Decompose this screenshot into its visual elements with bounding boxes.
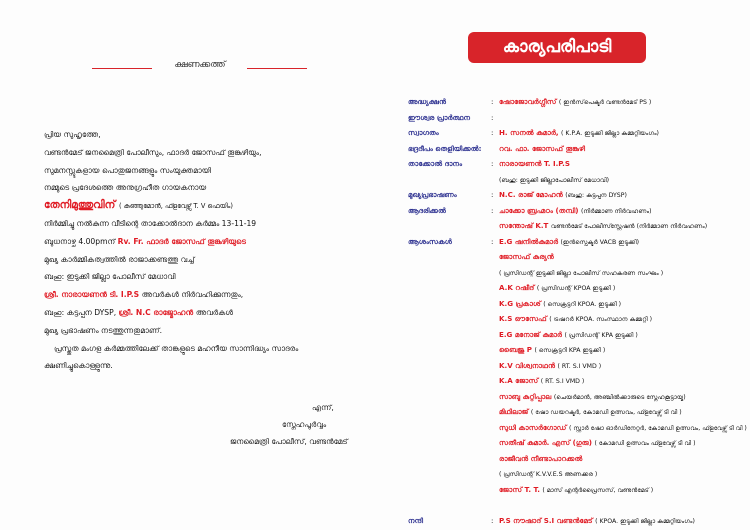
programme-row [408, 94, 748, 110]
programme-row [408, 358, 748, 374]
programme-value [499, 296, 749, 313]
participant-name: റവ. ഫാ. ജോസഫ് തൂങ്കുഴി [499, 143, 586, 153]
programme-row [408, 466, 748, 482]
invitation-text: മുഖ്യ പ്രഭാഷണം നടത്തുന്നതുമാണ്. [44, 325, 162, 335]
invitation-text: ശ്രീ. N.C രാജ്മോഹൻ [118, 307, 196, 317]
programme-value [499, 435, 749, 452]
programme-value [499, 513, 749, 530]
programme-row [408, 125, 748, 141]
programme-title: കാര്യപരിപാടി [468, 32, 646, 63]
invitation-line [44, 162, 374, 180]
programme-colon: : [491, 112, 494, 122]
signature-block [230, 399, 370, 450]
programme-row [408, 389, 748, 405]
programme-row [408, 156, 748, 172]
programme-label: താക്കോൽ ദാനം [408, 159, 463, 168]
participant-note: ( പ്രസിഡന്റ് KPA ഇടുക്കി ) [564, 331, 638, 339]
programme-row [408, 513, 748, 529]
invitation-line [44, 304, 374, 322]
programme-value [499, 311, 749, 328]
invitation-text: പ്രിയ സുഹൃത്തേ, [44, 130, 101, 139]
programme-value [499, 218, 749, 235]
programme-value [499, 389, 749, 406]
programme-value [499, 234, 749, 251]
programme-row [408, 296, 748, 312]
participant-note: ( സെക്രട്ടറി KPA ഇടുക്കി ) [534, 347, 606, 354]
programme-value [499, 482, 749, 499]
programme-colon: : [491, 205, 494, 215]
programme-colon: : [491, 159, 494, 168]
invitation-text: ബുധനാഴ്ച 4.00pmന് [44, 236, 118, 246]
programme-value [499, 187, 749, 204]
participant-name: നാരായണൻ T. I.P.S [499, 159, 570, 168]
participant-name: K.S ഔസേഫ് [499, 314, 550, 323]
programme-row [408, 110, 748, 126]
participant-name: K.V വിശ്വനാഥൻ [499, 360, 558, 370]
invitation-line [44, 286, 374, 304]
participant-name: സതീഷ് കുമാർ. എസ് (ഗുരു) [499, 438, 595, 447]
invitation-text: അവർകൾ നിർവഹിക്കുന്നതും, [141, 290, 244, 300]
programme-row [408, 280, 748, 296]
participant-note: ( സെക്രട്ടറി KPOA. ഇടുക്കി ) [543, 300, 622, 308]
programme-value [499, 420, 749, 437]
heading-text: ക്ഷണക്കത്ത് [174, 60, 226, 70]
programme-row [408, 249, 748, 265]
programme-label: ആദരിക്കൽ [408, 205, 446, 215]
participant-name: ബൈജു P [499, 345, 535, 354]
programme-value [499, 125, 749, 142]
participant-note: വണ്ടൻമേട് പോലീസ്സ്റ്റേഷൻ (നിർമ്മാണ നിർവഹണം) [550, 223, 708, 230]
programme-value [499, 451, 749, 467]
programme-value [499, 265, 749, 282]
programme-label: ഭദ്രദീപം തെളിയിക്കൽ: [408, 143, 482, 153]
participant-note: (ബഹു: കട്ടപ്പന DYSP) [565, 192, 627, 199]
participant-note: ( ട്രഷറർ KPOA. സംസ്ഥാന കമ്മറ്റി ) [549, 316, 653, 323]
invitation-text: ( കുഞ്ഞുമോൻ, ഫ്ളവേഴ്സ് T. V ഫെയിം) [119, 202, 233, 211]
participant-name: ഷോജോവർഗ്ഗീസ് [499, 97, 559, 106]
programme-row [408, 187, 748, 203]
participant-name: സുധി കാസർഗോഡ് [499, 422, 569, 432]
invitation-text: മുഖ്യ കാർമ്മികത്വത്തിൽ രാജാക്കണ്ടത്തു വച്ച് [44, 254, 195, 264]
participant-name: A.K റഷീദ് [499, 283, 537, 292]
programme-value [499, 404, 749, 421]
participant-note: (ചെയർമാൻ, അഞ്ചിൽക്കാരുടെ സ്നേഹകൂട്ടായ്മ) [553, 393, 686, 401]
programme-row [408, 327, 748, 343]
programme-row [408, 172, 748, 188]
programme-label: നന്ദി [408, 515, 423, 525]
invitation-line [44, 126, 374, 144]
programme-row [408, 203, 748, 219]
participant-note: ( K.P.A. ഇടുക്കി ജില്ലാ കമ്മറ്റിയംഗം) [561, 130, 659, 137]
invitation-text: ബഹു: ഇടുക്കി ജില്ലാ പോലീസ് മേധാവി [44, 272, 176, 282]
programme-value [499, 358, 749, 375]
invitation-text: നിർമ്മിച്ചു നൽകുന്ന വീടിന്റെ താക്കോൽദാന കർമ്മം 13-11-19 [44, 218, 257, 228]
participant-note: ( KPOA. ഇടുക്കി ജില്ലാ കമ്മറ്റിയംഗം) [595, 517, 695, 525]
invitation-text: പ്രസ്തുത മംഗള കർമ്മത്തിലേക്ക് താങ്കളുടെ മഹനീയ സാന്നിദ്ധ്യം സാദരം [54, 343, 299, 353]
programme-row [408, 265, 748, 281]
programme-row [408, 342, 748, 358]
programme-colon: : [491, 128, 494, 137]
participant-note: ( RT. S.I VMD ) [557, 362, 602, 370]
participant-note: ( ഇൻസ്‌പെക്ടർ വണ്ടൻമേട് PS ) [558, 99, 652, 106]
participant-name: K.A ജോസ് [499, 376, 541, 385]
programme-value [499, 172, 749, 189]
invitation-line [44, 357, 374, 375]
invitation-text: നമ്മുടെ പ്രദേശത്തെ അനുഗ്രഹീത ഗായകനായ [44, 183, 207, 193]
programme-row [408, 497, 748, 513]
programme-label: ഈശ്വര പ്രാർത്ഥന [408, 112, 471, 122]
invitation-heading [92, 58, 307, 78]
programme-value [499, 466, 749, 483]
participant-note: ( സ്റ്റാർ ഷോ ഓർഡിനേറ്റർ, കോമഡി ഉത്സവം, ഫ്ളവേഴ്സ് ടി വി ) [568, 424, 747, 432]
invitation-text: അവർകൾ [195, 307, 233, 317]
participant-note: ( കോമഡി ഉത്സവം ഫ്ളവേഴ്സ് ടി വി ) [594, 440, 696, 447]
programme-value [499, 203, 749, 220]
programme-colon: : [491, 515, 494, 525]
participant-name: N.C. രാജ് മോഹൻ [499, 190, 566, 199]
invitation-text: ബഹു: കട്ടപ്പന DYSP, [44, 307, 119, 317]
participant-note: ( മാസ് എന്റർപ്രൈസസ്, വണ്ടൻമേട് ) [542, 486, 654, 494]
programme-value [499, 156, 749, 172]
invitation-line [44, 322, 374, 340]
invitation-text: Rv. Fr. ഫാദർ ജോസഫ് തൂങ്കുഴിയുടെ [117, 236, 246, 246]
programme-row [408, 311, 748, 327]
heading-rule-right [247, 68, 307, 69]
programme-label: മുഖ്യപ്രഭാഷണം [408, 190, 457, 199]
invitation-body [44, 126, 374, 375]
programme-value [499, 373, 749, 390]
participant-name: E.G മനോജ് കുമാർ [499, 329, 565, 339]
programme-label: അദ്ധ്യക്ഷൻ [408, 97, 447, 106]
invitation-line [44, 251, 374, 269]
invitation-text: തേനിമുത്തുവിന് [44, 199, 120, 212]
participant-name: ജോസ് T. T. [499, 484, 543, 494]
programme-colon: : [491, 97, 494, 106]
programme-value [499, 327, 749, 344]
invitation-line [44, 197, 374, 215]
programme-row [408, 404, 748, 420]
participant-note: ( പ്രസിഡന്റ് ഇടുക്കി ജില്ലാ പോലീസ് സഹകരണ സംഘം ) [499, 269, 664, 277]
invitation-text: വണ്ടൻമേട് ജനമൈത്രി പോലീസും, ഫാദർ ജോസഫ് തൂങ്കുഴിയും, [44, 147, 262, 157]
participant-note: ( ഷോ ഡയറക്ടർ, കോമഡി ഉത്സവം, ഫ്ളവേഴ്സ് ടി വി ) [530, 409, 682, 416]
programme-row [408, 482, 748, 498]
participant-name: രാജീവൻ നീണ്ടാപാറക്കൽ [499, 453, 583, 463]
participant-name: സന്തോഷ് K.T [499, 221, 551, 230]
sign-line: എന്ന്, [312, 403, 334, 412]
programme-colon: : [491, 236, 494, 246]
participant-name: K.G പ്രകാശ് [499, 298, 544, 308]
participant-name: സാബു കുറ്റിപ്പാല [499, 391, 554, 401]
programme-row [408, 234, 748, 250]
participant-name: E.G ഷനിൽകുമാർ [499, 236, 561, 246]
participant-name: H. സനൽ കുമാർ, [499, 128, 561, 137]
invitation-line [44, 179, 374, 197]
invitation-line [44, 340, 374, 358]
participant-name: ജോസഫ് കുര്യൻ [499, 252, 554, 261]
participant-name: ചാക്കോ ബ്രഹ്മഠം (തമ്പി) [499, 205, 581, 215]
invitation-text: സുമനസ്സുകളായ പൊതുജനങ്ങളും സംയുക്തമായി [44, 165, 211, 175]
programme-label: ആശംസകൾ [408, 236, 452, 246]
heading-rule-left [92, 68, 152, 69]
programme-label: സ്വാഗതം [408, 128, 439, 137]
participant-name: P.S നൗഷാദ് S.I വണ്ടൻമേട് [499, 515, 596, 525]
programme-row [408, 420, 748, 436]
programme-value [499, 141, 749, 157]
sign-line: ജനമൈത്രി പോലീസ്, വണ്ടൻമേട് [230, 437, 348, 446]
invitation-text: ക്ഷണിച്ചുകൊള്ളുന്നു. [44, 361, 113, 371]
programme-list [408, 94, 748, 528]
programme-row [408, 373, 748, 389]
programme-row [408, 451, 748, 467]
participant-name: മിഥിലാജ് [499, 407, 531, 416]
sign-line: സ്നേഹപൂർവ്വം [282, 420, 327, 429]
participant-note: (ഇൻസ്പെക്ടർ VACB ഇടുക്കി) [560, 238, 640, 246]
programme-value [499, 280, 749, 297]
programme-row [408, 218, 748, 234]
programme-row [408, 141, 748, 157]
programme-row [408, 435, 748, 451]
participant-note: ( പ്രസിഡന്റ് K.V.V.E.S അണക്കര ) [499, 471, 598, 478]
invitation-line [44, 215, 374, 233]
programme-value [499, 94, 749, 111]
invitation-line [44, 144, 374, 162]
participant-note: ( RT. S.I VMD ) [540, 378, 585, 385]
participant-note: (ബഹു: ഇടുക്കി ജില്ലാപോലീസ് മേധാവി) [499, 176, 610, 184]
programme-value [499, 249, 749, 265]
participant-note: (നിർമ്മാണ നിർവഹണം) [581, 207, 652, 215]
invitation-text: ശ്രീ. നാരായണൻ ടി. I.P.S [44, 290, 142, 300]
programme-value [499, 342, 749, 359]
programme-colon: : [491, 190, 494, 199]
participant-note: ( പ്രസിഡന്റ് KPOA ഇടുക്കി ) [536, 285, 616, 292]
invitation-line [44, 233, 374, 251]
invitation-line [44, 268, 374, 286]
